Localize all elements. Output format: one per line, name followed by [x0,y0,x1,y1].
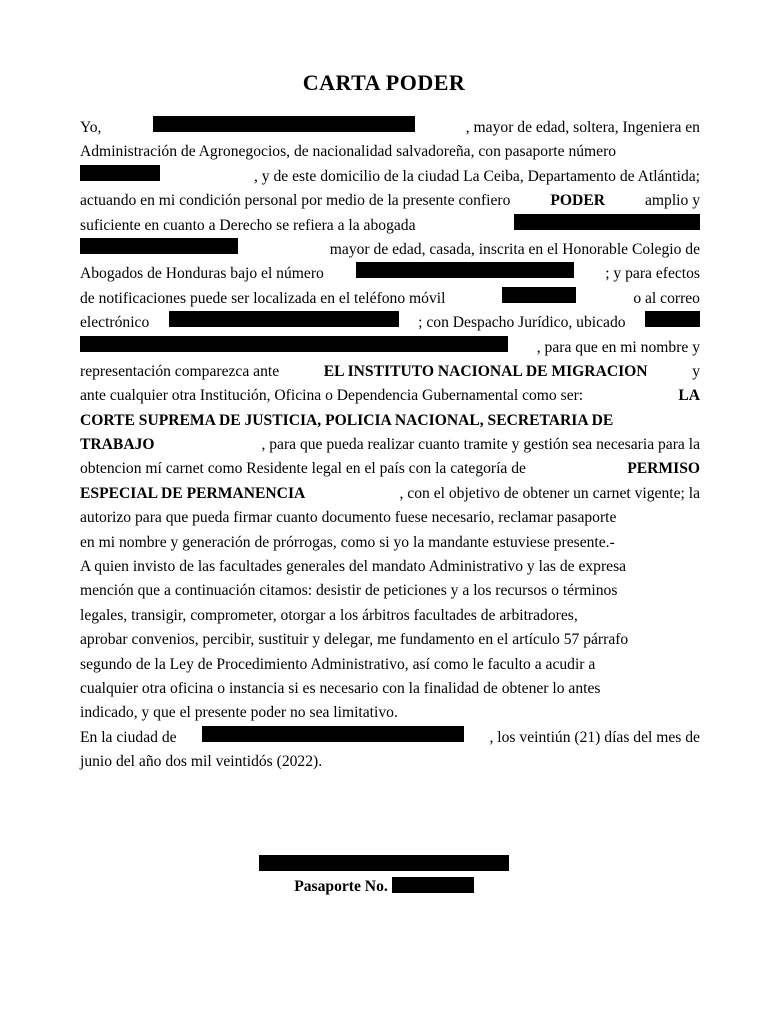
text-line [80,604,700,628]
text-line [80,531,700,555]
redaction-bar [356,262,574,278]
signature-redaction [259,855,509,871]
text-segment: , y de este domicilio de la ciudad La Ceiba, Departamento de Atlántida; [253,167,700,185]
text-segment: y [692,362,700,380]
text-segment: junio del año dos mil veintidós (2022). [80,753,323,771]
text-segment: indicado, y que el presente poder no sea limitativo. [80,704,398,722]
redaction-bar [80,336,508,352]
text-segment: de notificaciones puede ser localizada en el teléfono móvil [80,289,446,307]
text-segment: mención que a continuación citamos: desistir de peticiones y a los recursos o términos [80,582,618,600]
text-line [80,628,700,652]
text-line [80,433,700,457]
redaction-bar [645,311,700,327]
text-segment: ESPECIAL DE PERMANENCIA [80,484,306,502]
text-segment: legales, transigir, comprometer, otorgar a los árbitros facultades de arbitradores, [80,606,578,624]
text-segment: , para que en mi nombre y [536,338,700,356]
text-segment: ante cualquier otra Institución, Oficina o Dependencia Gubernamental como ser: [80,387,584,405]
passport-label: Pasaporte No. [294,878,388,895]
text-segment: autorizo para que pueda firmar cuanto documento fuese necesario, reclamar pasaporte [80,509,617,527]
redaction-bar [169,311,399,327]
text-line [80,726,700,750]
text-segment: CORTE SUPREMA DE JUSTICIA, POLICIA NACIONAL, SECRETARIA DE [80,411,614,429]
text-line [80,287,700,311]
text-segment: TRABAJO [80,436,155,454]
text-segment: Administración de Agronegocios, de nacionalidad salvadoreña, con pasaporte número [80,143,617,161]
redaction-bar [153,116,415,132]
text-segment: , mayor de edad, soltera, Ingeniera en [465,119,700,136]
text-segment: Yo, [80,119,102,136]
text-segment: representación comparezca ante [80,362,280,380]
text-segment: , para que pueda realizar cuanto tramite y gestión sea necesaria para la [261,436,700,454]
text-line [80,140,700,164]
text-line [80,677,700,701]
text-line [80,409,700,433]
text-line [80,214,700,238]
text-segment: Abogados de Honduras bajo el número [80,265,324,283]
redaction-bar [202,726,464,742]
text-line [80,262,700,286]
text-segment: A quien invisto de las facultades generales del mandato Administrativo y las de expresa [80,558,627,576]
text-segment: EL INSTITUTO NACIONAL DE MIGRACION [323,362,648,380]
text-segment: , con el objetivo de obtener un carnet vigente; la [399,484,700,502]
redaction-bar [80,238,238,254]
redaction-bar [80,165,160,181]
text-segment: LA [678,387,700,405]
text-segment: PERMISO [627,460,700,478]
text-line [80,457,700,481]
text-line [80,506,700,530]
text-segment: ; y para efectos [605,265,700,283]
text-segment: electrónico [80,314,150,332]
text-segment: , los veintiún (21) días del mes de [489,728,700,746]
text-line [80,482,700,506]
text-line [80,579,700,603]
text-line [80,750,700,774]
text-segment: obtencion mí carnet como Residente legal en el país con la categoría de [80,460,526,478]
text-line [80,384,700,408]
text-line [80,701,700,725]
passport-line [0,877,768,896]
text-line [80,189,700,213]
text-segment: PODER [550,192,605,210]
text-line [80,116,700,140]
text-segment: segundo de la Ley de Procedimiento Administrativo, así como le faculto a acudir a [80,655,596,673]
document-body [80,116,700,775]
text-segment: En la ciudad de [80,728,177,746]
text-line [80,336,700,360]
text-line [80,653,700,677]
text-segment: suficiente en cuanto a Derecho se refiera a la abogada [80,216,416,234]
passport-number-redaction [392,877,474,893]
text-line [80,555,700,579]
text-line [80,360,700,384]
text-segment: cualquier otra oficina o instancia si es necesario con la finalidad de obtener lo antes [80,679,601,697]
text-segment: mayor de edad, casada, inscrita en el Honorable Colegio de [329,240,700,258]
text-segment: ; con Despacho Jurídico, ubicado [418,314,626,332]
text-segment: actuando en mi condición personal por medio de la presente confiero [80,192,511,210]
redaction-bar [514,214,700,230]
text-line [80,165,700,189]
text-line [80,238,700,262]
redaction-bar [502,287,576,303]
text-segment: en mi nombre y generación de prórrogas, como si yo la mandante estuviese presente.- [80,533,615,551]
text-segment: o al correo [633,289,700,307]
document-title: CARTA PODER [302,70,466,95]
text-line [80,311,700,335]
text-segment: amplio y [644,192,700,210]
text-segment: aprobar convenios, percibir, sustituir y delegar, me fundamento en el artículo 57 párrafo [80,631,629,649]
